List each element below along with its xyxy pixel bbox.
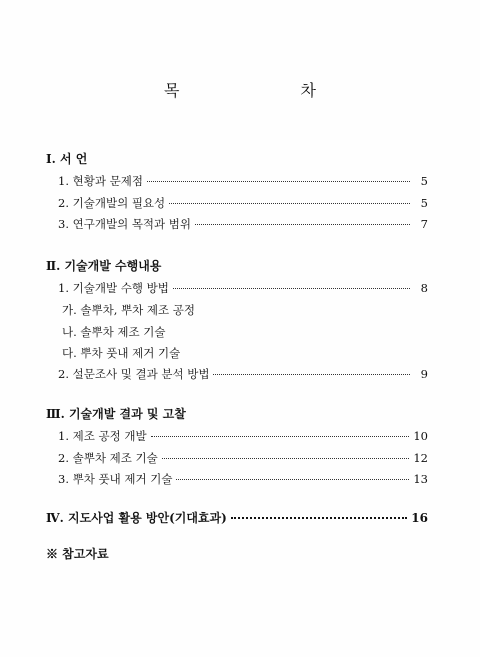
toc-entry-page: 9 — [420, 367, 428, 381]
toc-entry-label: 1. 기술개발 수행 방법 — [58, 281, 169, 295]
section-heading-label: Ⅳ. 지도사업 활용 방안(기대효과) — [46, 511, 227, 525]
section-heading-label: ※ 참고자료 — [46, 547, 109, 561]
dot-leader — [151, 436, 410, 437]
toc-entry — [58, 173, 428, 189]
toc-subentry — [62, 302, 428, 318]
toc-entry-page: 7 — [420, 217, 428, 231]
toc-subentry — [62, 324, 428, 340]
toc-entry-page: 16 — [411, 511, 428, 525]
toc-entry-label: 가. 솔뿌차, 뿌차 제조 공정 — [62, 303, 196, 317]
section-heading-3 — [46, 405, 418, 422]
toc-entry — [58, 471, 428, 487]
section-heading-2 — [46, 257, 418, 274]
toc-entry — [58, 195, 428, 211]
section-heading-label: Ⅱ. 기술개발 수행내용 — [46, 259, 162, 273]
toc-entry-label: 다. 뿌차 풋내 제거 기술 — [62, 346, 181, 360]
dot-leader — [231, 517, 408, 519]
toc-entry-label: 2. 솔뿌차 제조 기술 — [58, 451, 158, 465]
toc-entry-label: 나. 솔뿌차 제조 기술 — [62, 325, 166, 339]
toc-entry-label: 1. 현황과 문제점 — [58, 174, 143, 188]
section-heading-label: Ⅰ. 서 언 — [46, 152, 88, 166]
references-heading — [46, 545, 418, 562]
section-heading-label: Ⅲ. 기술개발 결과 및 고찰 — [46, 407, 186, 421]
toc-entry-label: 1. 제조 공정 개발 — [58, 429, 147, 443]
toc-entry-label: 3. 연구개발의 목적과 범위 — [58, 217, 192, 231]
dot-leader — [147, 181, 410, 182]
toc-entry-page: 13 — [413, 472, 428, 486]
dot-leader — [173, 288, 410, 289]
toc-entry-label: 3. 뿌차 풋내 제거 기술 — [58, 472, 173, 486]
toc-entry — [58, 366, 428, 382]
toc-entry — [58, 450, 428, 466]
toc-entry-page: 8 — [420, 281, 428, 295]
toc-entry-label: 2. 설문조사 및 결과 분석 방법 — [58, 367, 210, 381]
toc-entry-page: 12 — [413, 451, 428, 465]
toc-subentry — [62, 345, 428, 361]
dot-leader — [195, 224, 410, 225]
dot-leader — [213, 374, 410, 375]
toc-entry-page: 5 — [420, 196, 428, 210]
toc-entry — [58, 216, 428, 232]
toc-entry-page: 10 — [413, 429, 428, 443]
section-heading-1 — [46, 150, 418, 167]
page-title: 목 차 — [164, 81, 374, 100]
dot-leader — [162, 458, 410, 459]
toc-entry — [58, 428, 428, 444]
section-heading-4 — [46, 509, 428, 526]
toc-entry-label: 2. 기술개발의 필요성 — [58, 196, 166, 210]
dot-leader — [176, 479, 409, 480]
dot-leader — [169, 203, 410, 204]
toc-entry-page: 5 — [420, 174, 428, 188]
toc-entry — [58, 280, 428, 296]
